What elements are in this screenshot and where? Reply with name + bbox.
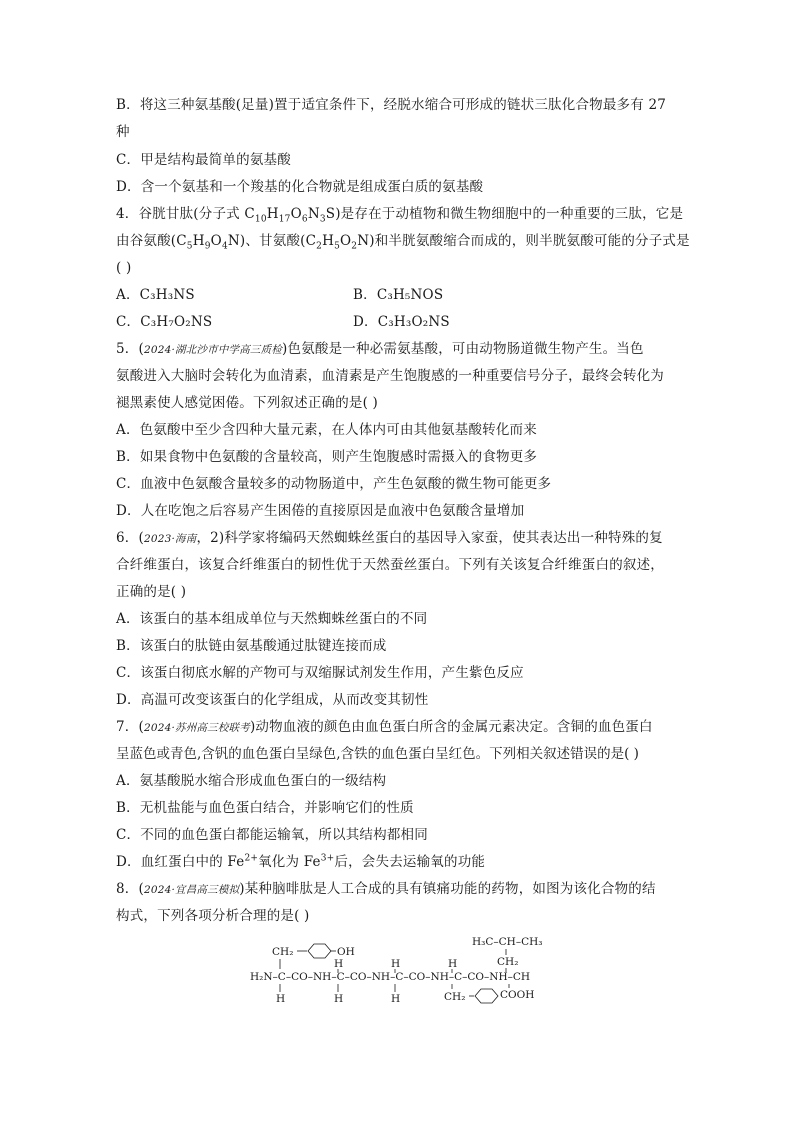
q3-option-b-line2: 种 xyxy=(116,124,130,140)
q4-stem-line2: 由谷氨酸$(C_5H_9O_4N)$、甘氨酸$(C_2H_5O_2N)$和半胱氨酸缩合而成的，则半胱氨酸可能的分子式是 xyxy=(116,233,690,252)
q6-source: 2023·海南 xyxy=(143,533,197,545)
q5-option-c: C．血液中色氨酸含量较多的动物肠道中，产生色氨酸的微生物可能更多 xyxy=(116,476,552,492)
q5-option-b: B．如果食物中色氨酸的含量较高，则产生饱腹感时需摄入的食物更多 xyxy=(116,449,538,465)
formula-ch2-4: CH₂ xyxy=(444,991,466,1003)
q8-source: 2024·宜昌高三模拟 xyxy=(143,884,240,896)
q3-option-d: D．含一个氨基和一个羧基的化合物就是组成蛋白质的氨基酸 xyxy=(116,179,484,195)
q6-option-d: D．高温可改变该蛋白的化学组成，从而改变其韧性 xyxy=(116,692,429,708)
formula-cooh: COOH xyxy=(500,989,535,1001)
q6-option-b: B．该蛋白的肽链由氨基酸通过肽键连接而成 xyxy=(116,638,387,654)
formula-h-3b: H xyxy=(391,993,401,1005)
q7-option-c: C．不同的血色蛋白都能运输氧，所以其结构都相同 xyxy=(116,827,428,843)
q5-option-a: A．色氨酸中至少含四种大量元素，在人体内可由其他氨基酸转化而来 xyxy=(116,422,537,438)
q7-option-b: B．无机盐能与血色蛋白结合，并影响它们的性质 xyxy=(116,800,414,816)
formula-main-chain: H₂N–C–CO–NH–C–CO–NH–C–CO–NH–C–CO–NH–CH xyxy=(250,971,531,983)
q7-stem-line1: 7．(2024·苏州高三校联考)动物血液的颜色由血色蛋白所含的金属元素决定。含铜的血色蛋白 xyxy=(116,719,653,735)
q6-stem-line2: 合纤维蛋白，该复合纤维蛋白的韧性优于天然蚕丝蛋白。下列有关该复合纤维蛋白的叙述， xyxy=(116,557,664,573)
formula-oh: OH xyxy=(337,946,355,958)
q5-source: 2024·湖北沙市中学高三质检 xyxy=(143,344,283,356)
q8-stem-line2: 构式，下列各项分析合理的是( ) xyxy=(116,908,310,924)
formula-h-3a: H xyxy=(391,958,401,970)
q5-stem-line2: 氨酸进入大脑时会转化为血清素，血清素是产生饱腹感的一种重要信号分子，最终会转化为 xyxy=(116,368,664,384)
benzene-ring-icon-2 xyxy=(475,989,498,1003)
q8-stem-line1: 8．(2024·宜昌高三模拟)某种脑啡肽是人工合成的具有镇痛功能的药物，如图为该化合物的结 xyxy=(116,881,656,897)
formula-h-1b: H xyxy=(276,993,286,1005)
q7-option-d: D．血红蛋白中的 $Fe^{2+}$氧化为 $Fe^{3+}$后，会失去运输氧的功能 xyxy=(116,853,486,870)
formula-h-2b: H xyxy=(334,993,344,1005)
q3-option-c: C．甲是结构最简单的氨基酸 xyxy=(116,152,291,168)
q6-stem-line1: 6．(2023·海南，2)科学家将编码天然蜘蛛丝蛋白的基因导入家蚕，使其表达出一种特殊的复 xyxy=(116,530,663,546)
formula-isobutyl: H₃C–CH–CH₃ xyxy=(472,936,543,948)
formula-ch2-5: CH₂ xyxy=(497,956,519,968)
q4-stem-line1: 4．谷胱甘肽(分子式 $C_{10}H_{17}O_6N_3S$)是存在于动植物和微生物细胞中的一种重要的三肽，它是 xyxy=(116,206,684,225)
q4-option-d: D．C₃H₃O₂NS xyxy=(353,314,450,330)
q4-option-b: B．C₃H₅NOS xyxy=(353,287,444,303)
q6-stem-line3: 正确的是( ) xyxy=(116,584,187,600)
q4-option-a: A．C₃H₃NS xyxy=(116,287,195,303)
q5-stem-line3: 褪黑素使人感觉困倦。下列叙述正确的是( ) xyxy=(116,395,379,411)
q4-answer-bracket: ( ) xyxy=(116,260,132,276)
q5-stem-line1: 5．(2024·湖北沙市中学高三质检)色氨酸是一种必需氨基酸，可由动物肠道微生物产生。当色 xyxy=(116,341,644,357)
formula-h-4a: H xyxy=(448,958,458,970)
formula-ch2-1: CH₂ xyxy=(272,946,294,958)
q6-option-c: C．该蛋白彻底水解的产物可与双缩脲试剂发生作用，产生紫色反应 xyxy=(116,665,524,681)
q3-option-b-line1: B．将这三种氨基酸(足量)置于适宜条件下，经脱水缩合可形成的链状三肽化合物最多有 27 xyxy=(116,97,667,113)
formula-h-2a: H xyxy=(334,958,344,970)
q7-stem-line2: 呈蓝色或青色,含钒的血色蛋白呈绿色,含铁的血色蛋白呈红色。下列相关叙述错误的是( ) xyxy=(116,746,639,762)
benzene-ring-icon-1 xyxy=(308,944,331,958)
q7-option-a: A．氨基酸脱水缩合形成血色蛋白的一级结构 xyxy=(116,773,387,789)
q5-option-d: D．人在吃饱之后容易产生困倦的直接原因是血液中色氨酸含量增加 xyxy=(116,503,525,519)
q7-source: 2024·苏州高三校联考 xyxy=(143,722,250,734)
q4-option-c: C．C₃H₇O₂NS xyxy=(116,314,213,330)
q6-option-a: A．该蛋白的基本组成单位与天然蜘蛛丝蛋白的不同 xyxy=(116,611,428,627)
